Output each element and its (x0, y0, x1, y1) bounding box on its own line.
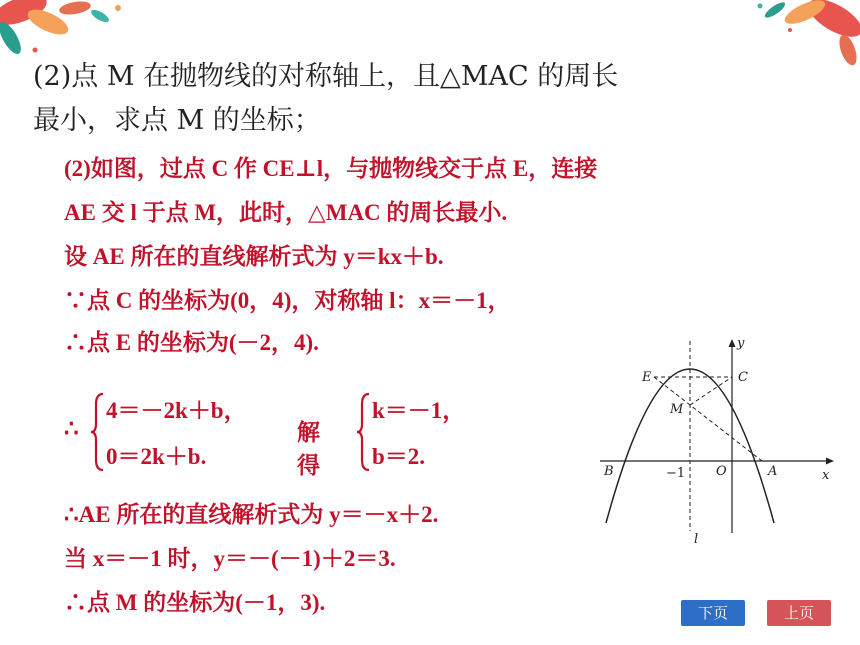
next-page-button[interactable]: 下页 (681, 600, 745, 626)
right-brace-icon (356, 392, 370, 472)
solution-line-4: ∵点 C 的坐标为(0，4)，对称轴 l：x＝－1， (64, 288, 511, 313)
equation-1: 4＝－2k＋b， (106, 398, 247, 423)
label-e: E (642, 370, 652, 385)
solution-line-5: ∴点 E 的坐标为(－2，4). (64, 330, 319, 355)
solution-line-3: 设 AE 所在的直线解析式为 y＝kx＋b. (64, 244, 444, 269)
therefore-symbol: ∴ (64, 416, 79, 441)
solution-line-2: AE 交 l 于点 M，此时，△MAC 的周长最小. (64, 200, 508, 225)
parabola-graph (598, 333, 840, 545)
left-brace-icon (90, 392, 104, 472)
label-o: O (716, 464, 727, 479)
question-text (33, 55, 823, 143)
result-1: k＝－1， (372, 398, 466, 423)
solve-word: 解得 (297, 420, 320, 478)
previous-page-button[interactable]: 上页 (767, 600, 831, 626)
label-l: l (694, 532, 699, 545)
label-y: y (737, 336, 745, 351)
label-a: A (768, 464, 778, 479)
solution-line-6: ∴AE 所在的直线解析式为 y＝－x＋2. (64, 502, 439, 527)
solution-line-1: (2)如图，过点 C 作 CE⊥l，与抛物线交于点 E，连接 (64, 156, 598, 181)
result-2: b＝2. (372, 444, 426, 469)
solution-line-8: ∴点 M 的坐标为(－1，3). (64, 590, 326, 615)
x-axis-arrow-icon (826, 458, 834, 465)
equation-2: 0＝2k＋b. (106, 444, 207, 469)
label-x: x (822, 468, 830, 483)
label-b: B (604, 464, 614, 479)
label-m: M (670, 402, 684, 417)
solution-line-7: 当 x＝－1 时，y＝－(－1)＋2＝3. (64, 546, 396, 571)
question-line-1: (2)点 M 在抛物线的对称轴上，且△MAC 的周长 (33, 61, 619, 92)
label-minus-one: −1 (666, 466, 686, 481)
question-line-2: 最小，求点 M 的坐标； (33, 105, 321, 136)
segment-mc (690, 377, 732, 405)
label-c: C (738, 370, 748, 385)
y-axis-arrow-icon (729, 339, 736, 347)
segment-ae (654, 377, 762, 461)
